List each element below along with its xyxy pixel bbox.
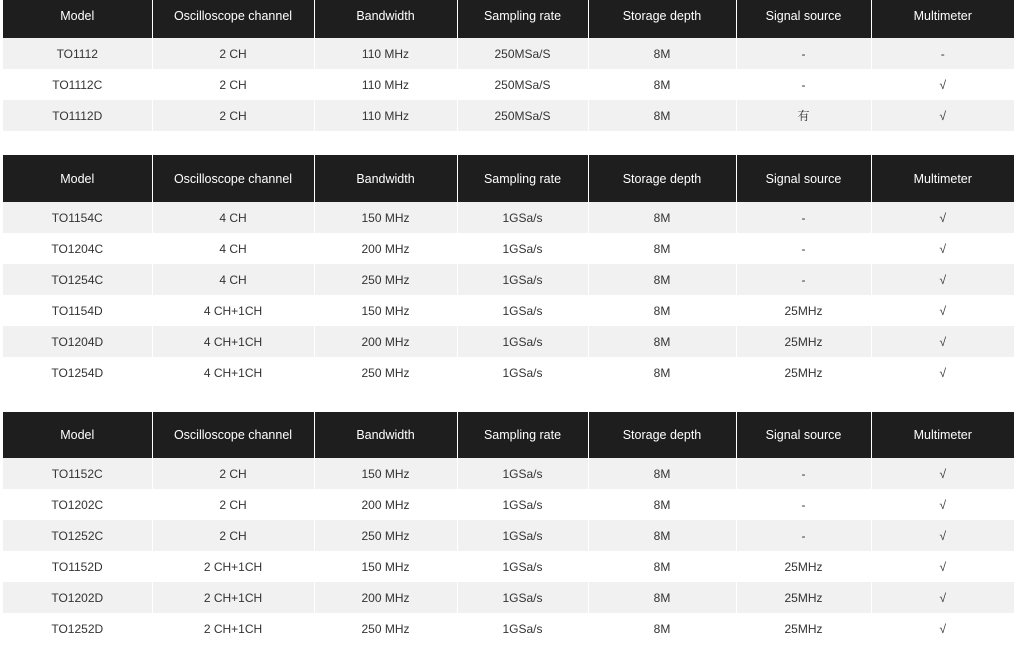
- cell-bandwidth: 110 MHz: [314, 38, 457, 69]
- cell-bandwidth: 200 MHz: [314, 582, 457, 613]
- cell-channel: 2 CH+1CH: [152, 613, 314, 644]
- header-sampling-rate: Sampling rate: [457, 412, 588, 458]
- cell-signal-source: 25MHz: [736, 357, 871, 388]
- cell-signal-source: -: [736, 458, 871, 489]
- table-row: [3, 233, 1014, 264]
- cell-multimeter: √: [871, 295, 1014, 326]
- table-row: [3, 357, 1014, 388]
- table-row: [3, 551, 1014, 582]
- cell-bandwidth: 150 MHz: [314, 458, 457, 489]
- table-row: [3, 100, 1014, 131]
- cell-multimeter: √: [871, 326, 1014, 357]
- cell-model: TO1154C: [3, 202, 152, 233]
- cell-signal-source: 25MHz: [736, 613, 871, 644]
- cell-multimeter: √: [871, 551, 1014, 582]
- cell-channel: 2 CH+1CH: [152, 582, 314, 613]
- cell-channel: 2 CH: [152, 69, 314, 100]
- header-model: Model: [3, 0, 152, 38]
- cell-multimeter: -: [871, 38, 1014, 69]
- cell-channel: 2 CH: [152, 38, 314, 69]
- cell-bandwidth: 250 MHz: [314, 264, 457, 295]
- cell-signal-source: -: [736, 264, 871, 295]
- header-sampling-rate: Sampling rate: [457, 0, 588, 38]
- header-model: Model: [3, 412, 152, 458]
- cell-storage-depth: 8M: [588, 613, 736, 644]
- cell-storage-depth: 8M: [588, 582, 736, 613]
- cell-sampling-rate: 250MSa/S: [457, 69, 588, 100]
- table-row: [3, 520, 1014, 551]
- cell-sampling-rate: 1GSa/s: [457, 326, 588, 357]
- table-header-row: [3, 155, 1014, 202]
- header-signal-source: Signal source: [736, 0, 871, 38]
- cell-channel: 2 CH: [152, 100, 314, 131]
- cell-sampling-rate: 1GSa/s: [457, 582, 588, 613]
- cell-model: TO1152C: [3, 458, 152, 489]
- cell-multimeter: √: [871, 69, 1014, 100]
- cell-storage-depth: 8M: [588, 233, 736, 264]
- cell-signal-source: 25MHz: [736, 295, 871, 326]
- cell-model: TO1252D: [3, 613, 152, 644]
- header-channel: Oscilloscope channel: [152, 0, 314, 38]
- table-row: [3, 613, 1014, 644]
- cell-channel: 4 CH+1CH: [152, 357, 314, 388]
- cell-storage-depth: 8M: [588, 295, 736, 326]
- cell-signal-source: 有: [736, 100, 871, 131]
- cell-bandwidth: 200 MHz: [314, 489, 457, 520]
- table-row: [3, 202, 1014, 233]
- cell-signal-source: -: [736, 69, 871, 100]
- cell-model: TO1112C: [3, 69, 152, 100]
- cell-signal-source: 25MHz: [736, 551, 871, 582]
- header-multimeter: Multimeter: [871, 155, 1014, 202]
- header-multimeter: Multimeter: [871, 412, 1014, 458]
- cell-bandwidth: 250 MHz: [314, 357, 457, 388]
- cell-signal-source: -: [736, 202, 871, 233]
- header-bandwidth: Bandwidth: [314, 412, 457, 458]
- cell-multimeter: √: [871, 520, 1014, 551]
- header-model: Model: [3, 155, 152, 202]
- cell-multimeter: √: [871, 357, 1014, 388]
- cell-channel: 4 CH: [152, 264, 314, 295]
- header-storage-depth: Storage depth: [588, 412, 736, 458]
- header-bandwidth: Bandwidth: [314, 0, 457, 38]
- cell-signal-source: -: [736, 489, 871, 520]
- header-signal-source: Signal source: [736, 155, 871, 202]
- cell-bandwidth: 110 MHz: [314, 100, 457, 131]
- cell-sampling-rate: 250MSa/S: [457, 100, 588, 131]
- cell-channel: 2 CH+1CH: [152, 551, 314, 582]
- spec-table-2: [3, 155, 1014, 388]
- cell-sampling-rate: 1GSa/s: [457, 357, 588, 388]
- table-row: [3, 69, 1014, 100]
- table-row: [3, 582, 1014, 613]
- cell-model: TO1204C: [3, 233, 152, 264]
- header-multimeter: Multimeter: [871, 0, 1014, 38]
- cell-model: TO1252C: [3, 520, 152, 551]
- cell-signal-source: -: [736, 520, 871, 551]
- cell-sampling-rate: 1GSa/s: [457, 233, 588, 264]
- cell-model: TO1154D: [3, 295, 152, 326]
- cell-multimeter: √: [871, 489, 1014, 520]
- cell-model: TO1204D: [3, 326, 152, 357]
- cell-storage-depth: 8M: [588, 489, 736, 520]
- cell-channel: 4 CH: [152, 202, 314, 233]
- cell-storage-depth: 8M: [588, 69, 736, 100]
- cell-model: TO1202D: [3, 582, 152, 613]
- cell-storage-depth: 8M: [588, 100, 736, 131]
- table-row: [3, 264, 1014, 295]
- cell-bandwidth: 150 MHz: [314, 551, 457, 582]
- cell-storage-depth: 8M: [588, 357, 736, 388]
- cell-multimeter: √: [871, 582, 1014, 613]
- header-bandwidth: Bandwidth: [314, 155, 457, 202]
- cell-multimeter: √: [871, 100, 1014, 131]
- table-row: [3, 295, 1014, 326]
- cell-bandwidth: 200 MHz: [314, 233, 457, 264]
- cell-channel: 2 CH: [152, 489, 314, 520]
- cell-multimeter: √: [871, 613, 1014, 644]
- cell-sampling-rate: 1GSa/s: [457, 489, 588, 520]
- header-storage-depth: Storage depth: [588, 0, 736, 38]
- header-channel: Oscilloscope channel: [152, 412, 314, 458]
- cell-bandwidth: 150 MHz: [314, 295, 457, 326]
- cell-model: TO1254C: [3, 264, 152, 295]
- cell-bandwidth: 150 MHz: [314, 202, 457, 233]
- cell-sampling-rate: 1GSa/s: [457, 551, 588, 582]
- spec-table-3: [3, 412, 1014, 644]
- cell-bandwidth: 250 MHz: [314, 520, 457, 551]
- cell-storage-depth: 8M: [588, 326, 736, 357]
- table-row: [3, 489, 1014, 520]
- cell-signal-source: 25MHz: [736, 582, 871, 613]
- cell-channel: 2 CH: [152, 520, 314, 551]
- table-header-row: [3, 0, 1014, 38]
- cell-bandwidth: 110 MHz: [314, 69, 457, 100]
- cell-sampling-rate: 1GSa/s: [457, 458, 588, 489]
- cell-signal-source: 25MHz: [736, 326, 871, 357]
- cell-sampling-rate: 1GSa/s: [457, 295, 588, 326]
- cell-model: TO1112: [3, 38, 152, 69]
- cell-channel: 2 CH: [152, 458, 314, 489]
- cell-signal-source: -: [736, 233, 871, 264]
- cell-model: TO1152D: [3, 551, 152, 582]
- cell-signal-source: -: [736, 38, 871, 69]
- cell-multimeter: √: [871, 202, 1014, 233]
- cell-sampling-rate: 1GSa/s: [457, 264, 588, 295]
- cell-multimeter: √: [871, 264, 1014, 295]
- cell-channel: 4 CH+1CH: [152, 295, 314, 326]
- header-storage-depth: Storage depth: [588, 155, 736, 202]
- cell-storage-depth: 8M: [588, 520, 736, 551]
- header-signal-source: Signal source: [736, 412, 871, 458]
- header-sampling-rate: Sampling rate: [457, 155, 588, 202]
- cell-model: TO1202C: [3, 489, 152, 520]
- cell-channel: 4 CH: [152, 233, 314, 264]
- cell-model: TO1254D: [3, 357, 152, 388]
- cell-storage-depth: 8M: [588, 551, 736, 582]
- cell-multimeter: √: [871, 458, 1014, 489]
- cell-multimeter: √: [871, 233, 1014, 264]
- cell-sampling-rate: 1GSa/s: [457, 202, 588, 233]
- cell-sampling-rate: 1GSa/s: [457, 520, 588, 551]
- cell-model: TO1112D: [3, 100, 152, 131]
- cell-storage-depth: 8M: [588, 202, 736, 233]
- table-row: [3, 326, 1014, 357]
- header-channel: Oscilloscope channel: [152, 155, 314, 202]
- cell-storage-depth: 8M: [588, 38, 736, 69]
- cell-sampling-rate: 250MSa/S: [457, 38, 588, 69]
- cell-bandwidth: 250 MHz: [314, 613, 457, 644]
- cell-bandwidth: 200 MHz: [314, 326, 457, 357]
- cell-channel: 4 CH+1CH: [152, 326, 314, 357]
- cell-storage-depth: 8M: [588, 458, 736, 489]
- cell-storage-depth: 8M: [588, 264, 736, 295]
- table-row: [3, 458, 1014, 489]
- cell-sampling-rate: 1GSa/s: [457, 613, 588, 644]
- spec-table-1: [3, 0, 1014, 131]
- table-header-row: [3, 412, 1014, 458]
- table-row: [3, 38, 1014, 69]
